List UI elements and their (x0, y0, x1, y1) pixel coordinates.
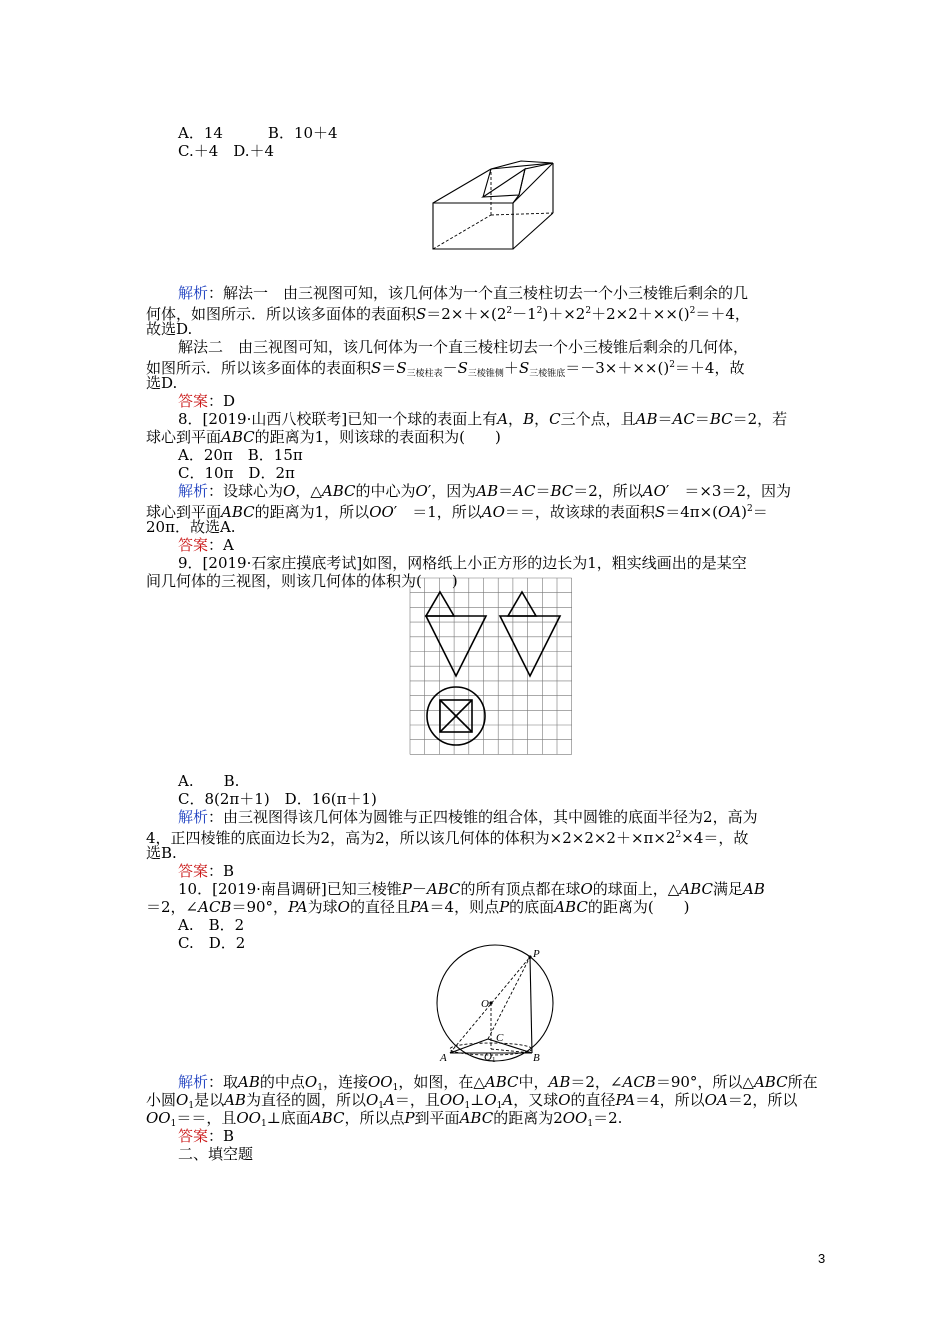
q10-options-cd: C. D．2 (178, 934, 246, 952)
q8-stem-line-2: 球心到平面ABC的距离为1，则该球的表面积为( ) (146, 428, 501, 446)
label-A: A (440, 1052, 447, 1064)
q10-stem-line-2: ＝2，∠ACB＝90°，PA为球O的直径且PA＝4，则点P的底面ABC的距离为( ) (146, 898, 690, 916)
q8-solution-line-3: 20π．故选A. (146, 518, 236, 536)
q8-answer-label: 答案 (178, 536, 209, 554)
q9-three-view-grid-figure (410, 578, 572, 764)
q7-sol1-text-1: ：解法一 由三视图可知，该几何体为一个直三棱柱切去一个小三棱锥后剩余的几 (208, 284, 749, 302)
q7-answer: 答案：D (178, 392, 236, 410)
q10-jiexi-label: 解析 (178, 1073, 209, 1091)
label-O1: O (484, 1051, 492, 1063)
page-number: 3 (818, 1251, 826, 1266)
label-C: C (496, 1032, 504, 1044)
q7-solution-line-1 (178, 284, 748, 302)
label-O: O (481, 998, 489, 1010)
q10-solution-line-1: 解析：取AB的中点$O_1$，连接$OO_1$，如图，在△ABC中，AB＝2，∠ACB＝90°，所以△ABC所在 (178, 1073, 818, 1093)
label-O1-sub: 1 (492, 1056, 496, 1064)
label-B: B (533, 1052, 540, 1064)
q9-solution-line-2: 4，正四棱锥的底面边长为2，高为2，所以该几何体的体积为$\times 2\times 2\times 2+\times\pi\times 2^2\times 4=$，故 (146, 829, 749, 847)
q8-solution-line-1: 解析：设球心为O，△ABC的中心为O′，因为AB＝AC＝BC＝2，所以AO′ ＝×3＝2，因为 (178, 482, 791, 500)
q8-answer: 答案：A (178, 536, 234, 554)
q10-answer: 答案：B (178, 1127, 235, 1145)
q9-stem-line-2: 间几何体的三视图，则该几何体的体积为( ) (146, 572, 458, 590)
q9-answer-label: 答案 (178, 862, 209, 880)
q7-solution-line-3: 故选D. (146, 320, 193, 338)
q7-solution-line-2: 何体，如图所示．所以该多面体的表面积$S=2\times+\times(2^2-1^2)+\times 2^2+2\times 2+\times\times()^2=+4$， (146, 305, 750, 323)
q10-answer-label: 答案 (178, 1127, 209, 1145)
q10-options-ab: A. B．2 (178, 916, 245, 934)
q8-jiexi-label: 解析 (178, 482, 209, 500)
q7-solution2-line-2: 如图所示．所以该多面体的表面积$S=S_{三棱柱表}-S_{三棱锥侧}+S_{三棱锥底}=-3\times+\times\times()^2=+4$，故 (146, 359, 745, 379)
q9-solution-line-3: 选B. (146, 844, 177, 862)
section-heading-fill-in: 二、填空题 (178, 1145, 254, 1163)
q9-solution-line-1: 解析：由三视图得该几何体为圆锥与正四棱锥的组合体，其中圆锥的底面半径为2，高为 (178, 808, 758, 826)
q7-polyhedron-figure (425, 155, 565, 255)
q10-solution-line-2: 小圆$O_1$是以AB为直径的圆，所以$O_1A=$，且$OO_1\perp O_1A$，又球O的直径PA＝4，所以OA＝2，所以 (146, 1091, 798, 1111)
q7-solution2-line-3: 选D. (146, 374, 178, 392)
q9-options-cd: C．8(2π＋1) D．16(π＋1) (178, 790, 377, 808)
q10-solution-line-3: $OO_1==$，且$OO_1\perp$底面ABC，所以点P到平面ABC的距离为$2OO_1=2$. (146, 1109, 623, 1129)
q8-options-cd: C．10π D．2π (178, 464, 295, 482)
q9-stem-line-1: 9．[2019·石家庄摸底考试]如图，网格纸上小正方形的边长为1，粗实线画出的是某空 (178, 554, 747, 572)
q7-solution2-line-1: 解法二 由三视图可知，该几何体为一个直三棱柱切去一个小三棱锥后剩余的几何体， (178, 338, 749, 356)
q7-options-ab: A．14 B．10＋4 (178, 124, 338, 142)
q8-solution-line-2: 球心到平面ABC的距离为1，所以OO′ ＝1，所以AO＝＝，故该球的表面积S＝4π×(OA)$^2$＝ (146, 503, 768, 521)
q8-options-ab: A．20π B．15π (178, 446, 303, 464)
q7-jiexi-label: 解析 (178, 284, 209, 302)
q9-jiexi-label: 解析 (178, 808, 209, 826)
q9-answer: 答案：B (178, 862, 235, 880)
q8-stem-line-1: 8．[2019·山西八校联考]已知一个球的表面上有A，B，C三个点，且AB＝AC＝BC＝2，若 (178, 410, 788, 428)
q7-answer-label: 答案 (178, 392, 209, 410)
q10-sphere-figure (420, 945, 570, 1065)
label-P: P (533, 948, 540, 960)
q7-options-cd: C.＋4 D.＋4 (178, 142, 275, 160)
q9-options-ab: A. B. (178, 772, 240, 790)
q10-stem-line-1: 10．[2019·南昌调研]已知三棱锥P－ABC的所有顶点都在球O的球面上，△ABC满足AB (178, 880, 765, 898)
